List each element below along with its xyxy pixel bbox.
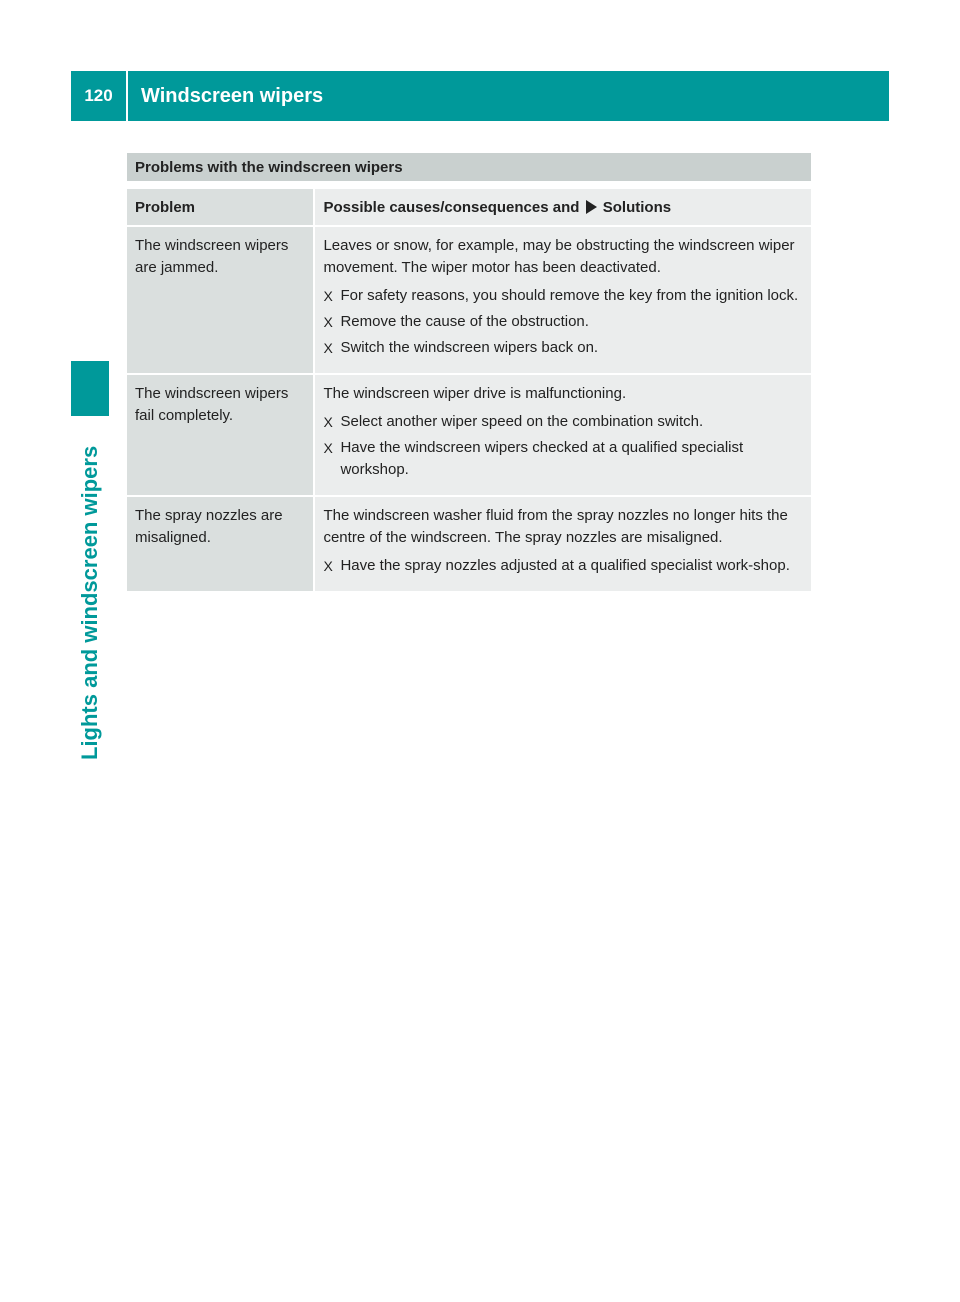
problem-column-header: Problem <box>127 189 313 225</box>
header-divider <box>126 71 128 121</box>
page-header <box>71 71 889 121</box>
step-item <box>323 285 804 307</box>
cause-text: Leaves or snow, for example, may be obstructing the windscreen wiper movement. The wiper motor has been deactivated. <box>323 237 795 276</box>
step-marker-icon: X <box>323 288 333 304</box>
step-item <box>323 437 804 481</box>
solution-cell <box>315 375 811 495</box>
step-marker-icon: X <box>323 440 333 456</box>
step-text: For safety reasons, you should remove the key from the ignition lock. <box>340 287 799 304</box>
step-marker-icon: X <box>323 340 333 356</box>
step-text: Have the spray nozzles adjusted at a qualified specialist work-shop. <box>340 557 790 574</box>
problem-cell: The windscreen wipers fail completely. <box>127 375 313 495</box>
step-item <box>323 555 804 577</box>
step-marker-icon: X <box>323 558 333 574</box>
step-item <box>323 411 804 433</box>
problem-cell: The windscreen wipers are jammed. <box>127 227 313 373</box>
problems-table <box>127 189 811 593</box>
step-item <box>323 311 804 333</box>
step-text: Select another wiper speed on the combination switch. <box>340 413 704 430</box>
cause-text: The windscreen washer fluid from the spray nozzles no longer hits the centre of the windscreen. The spray nozzles are misaligned. <box>323 507 788 546</box>
side-tab-marker <box>71 361 109 416</box>
solution-cell <box>315 497 811 591</box>
table-row <box>127 375 811 495</box>
solutions-header-label: Solutions <box>602 199 672 216</box>
problem-cell: The spray nozzles are misaligned. <box>127 497 313 591</box>
step-text: Have the windscreen wipers checked at a qualified specialist workshop. <box>340 439 744 478</box>
step-text: Switch the windscreen wipers back on. <box>340 339 599 356</box>
section-title: Problems with the windscreen wipers <box>127 153 811 181</box>
side-chapter-label: Lights and windscreen wipers <box>77 445 102 760</box>
solutions-header-text: Possible causes/consequences and <box>323 199 580 216</box>
table-header-row <box>127 189 811 225</box>
cause-text: The windscreen wiper drive is malfunctioning. <box>323 385 627 402</box>
step-text: Remove the cause of the obstruction. <box>340 313 589 330</box>
table-row <box>127 497 811 591</box>
table-row <box>127 227 811 373</box>
solutions-column-header <box>315 189 811 225</box>
step-marker-icon: X <box>323 314 333 330</box>
play-arrow-icon <box>586 200 597 214</box>
page-number: 120 <box>84 86 113 105</box>
solution-cell <box>315 227 811 373</box>
step-marker-icon: X <box>323 414 333 430</box>
step-item <box>323 337 804 359</box>
page-title: Windscreen wipers <box>141 84 324 107</box>
